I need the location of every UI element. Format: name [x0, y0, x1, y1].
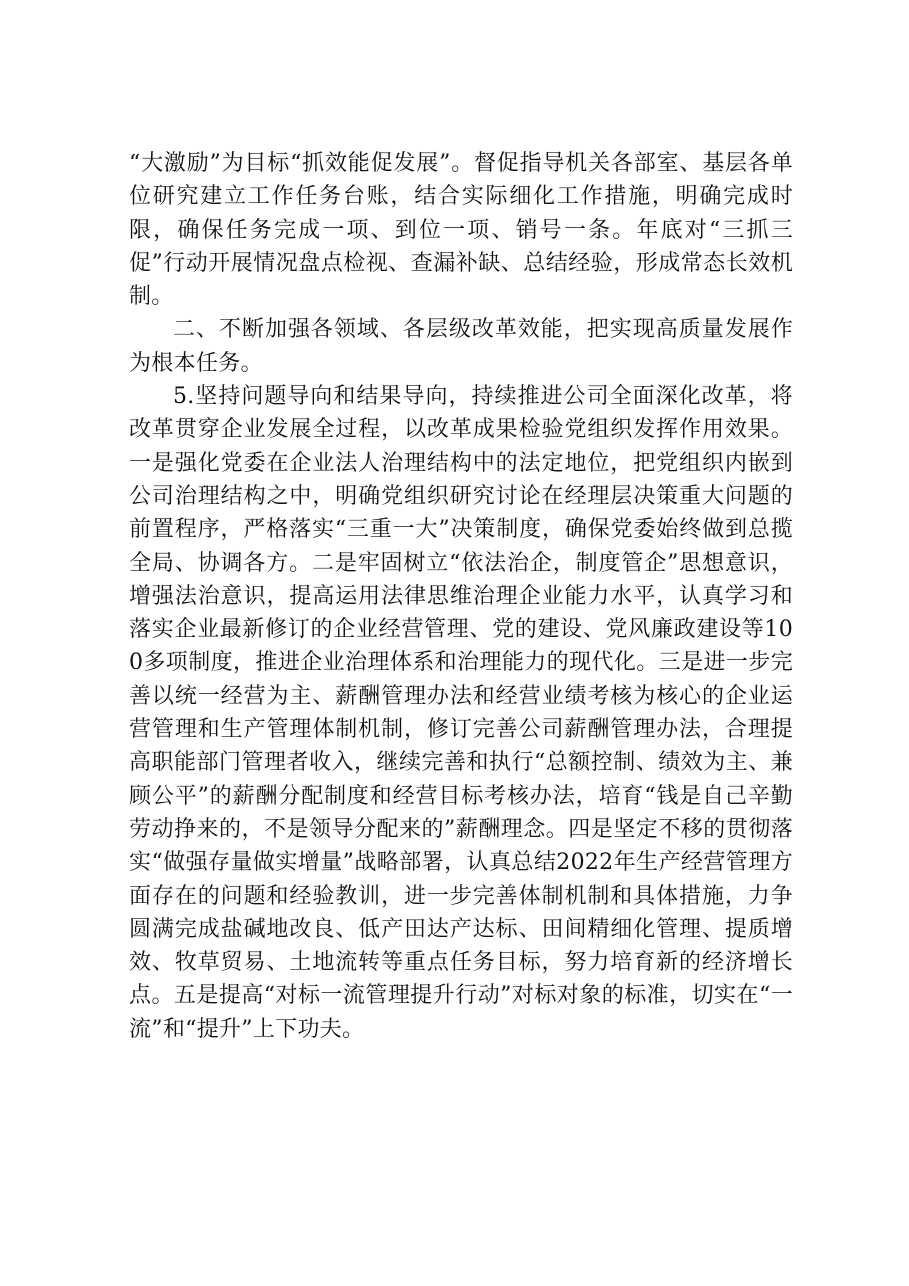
- body-paragraph-3: 5.坚持问题导向和结果导向，持续推进公司全面深化改革，将改革贯穿企业发展全过程，以改革成果检验党组织发挥作用效果。一是强化党委在企业法人治理结构中的法定地位，把党组织内嵌到公司治理结构之中，明确党组织研究讨论在经理层决策重大问题的前置程序，严格落实“三重一大”决策制度，确保党委始终做到总揽全局、协调各方。二是牢固树立“依法治企，制度管企”思想意识，增强法治意识，提高运用法律思维治理企业能力水平，认真学习和落实企业最新修订的企业经营管理、党的建设、党风廉政建设等100多项制度，推进企业治理体系和治理能力的现代化。三是进一步完善以统一经营为主、薪酬管理办法和经营业绩考核为核心的企业运营管理和生产管理体制机制，修订完善公司薪酬管理办法，合理提高职能部门管理者收入，继续完善和执行“总额控制、绩效为主、兼顾公平”的薪酬分配制度和经营目标考核办法，培育“钱是自己辛勤劳动挣来的，不是领导分配来的”薪酬理念。四是坚定不移的贯彻落实“做强存量做实增量”战略部署，认真总结2022年生产经营管理方面存在的问题和经验教训，进一步完善体制机制和具体措施，力争圆满完成盐碱地改良、低产田达产达标、田间精细化管理、提质增效、牧草贸易、土地流转等重点任务目标，努力培育新的经济增长点。五是提高“对标一流管理提升行动”对标对象的标准，切实在“一流”和“提升”上下功夫。: [129, 384, 793, 1042]
- document-body: [129, 147, 793, 1046]
- section-heading-paragraph: 二、不断加强各领域、各层级改革效能，把实现高质量发展作为根本任务。: [129, 317, 793, 376]
- body-paragraph-1: “大激励”为目标“抓效能促发展”。督促指导机关各部室、基层各单位研究建立工作任务台账，结合实际细化工作措施，明确完成时限，确保任务完成一项、到位一项、销号一条。年底对“三抓三促”行动开展情况盘点检视、查漏补缺、总结经验，形成常态长效机制。: [129, 151, 793, 310]
